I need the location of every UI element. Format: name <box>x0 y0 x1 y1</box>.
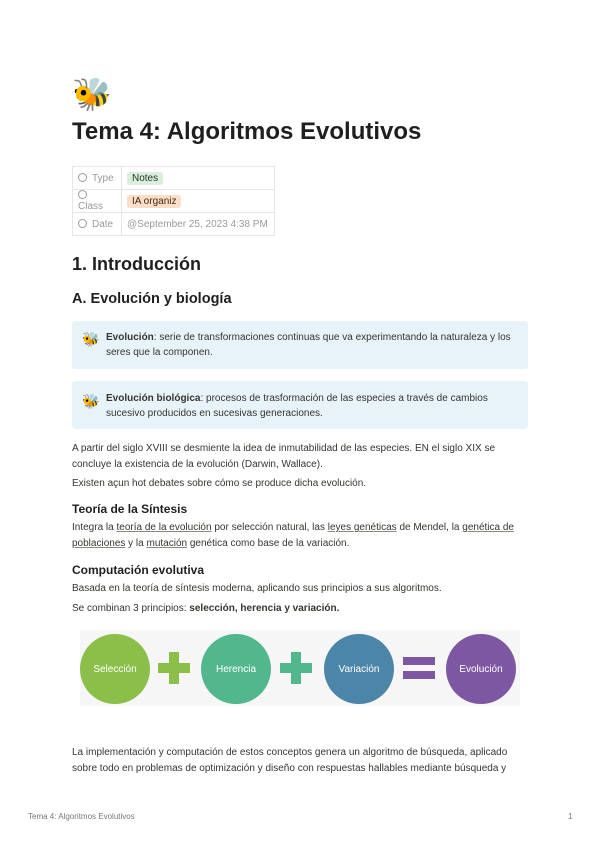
bold-text: selección, herencia y variación. <box>189 603 340 614</box>
text: de Mendel, la <box>396 522 463 533</box>
circle-herencia <box>201 634 271 704</box>
paragraph-sintesis <box>72 520 532 551</box>
bee-icon: 🐝 <box>82 331 100 347</box>
footer-page-number: 1 <box>568 812 573 821</box>
footer-title: Tema 4: Algoritmos Evolutivos <box>28 812 135 821</box>
section-heading: 1. Introducción <box>72 254 202 274</box>
type-tag[interactable]: Notes <box>127 172 163 185</box>
callout-text: : serie de transformaciones continuas que va experimentando la naturaleza y los seres que la componen. <box>106 332 511 358</box>
paragraph: Existen açun hot debates sobre cómo se produce dicha evolución. <box>72 478 367 489</box>
property-key: Date <box>92 218 114 230</box>
plus-icon <box>158 652 190 684</box>
callout-term: Evolución biológica <box>106 393 201 404</box>
paragraph: Basada en la teoría de síntesis moderna, aplicando sus principios a sus algoritmos. <box>72 583 442 594</box>
paragraph: A partir del siglo XVIII se desmiente la idea de inmutabilidad de las especies. EN el siglo XIX se concluye la existencia de la evolución (Darwin, Wallace). <box>72 443 496 470</box>
paragraph <box>72 601 532 617</box>
bee-icon: 🐝 <box>82 393 100 409</box>
equals-icon <box>403 655 435 681</box>
select-icon <box>78 190 87 199</box>
evolution-diagram <box>80 630 520 706</box>
class-tag[interactable]: IA organiz <box>127 195 181 208</box>
circle-variacion <box>324 634 394 704</box>
callout-evolucion-biologica <box>72 381 528 429</box>
property-row-date <box>73 213 275 236</box>
circle-label: Selección <box>93 663 137 675</box>
property-row-class <box>73 190 275 213</box>
date-value[interactable]: @September 25, 2023 4:38 PM <box>127 218 268 230</box>
callout-text: : procesos de trasformación de las especies a través de cambios sucesivo producidos en sucesivas generaciones. <box>106 393 488 419</box>
page-icon: 🐝 <box>72 76 112 112</box>
link-mutacion[interactable]: mutación <box>146 537 188 549</box>
text: Integra la <box>72 522 117 533</box>
link-teoria-evolucion[interactable]: teoría de la evolución <box>116 522 212 533</box>
circle-evolucion <box>446 634 516 704</box>
heading-computacion: Computación evolutiva <box>72 563 205 577</box>
circle-label: Herencia <box>215 663 257 675</box>
properties-table <box>72 166 275 236</box>
select-icon <box>78 173 87 182</box>
circle-label: Variación <box>338 663 380 675</box>
link-genetica-poblaciones[interactable]: genética de poblaciones <box>72 522 514 549</box>
text: genética como base de la variación. <box>187 537 350 549</box>
property-key: Type <box>92 172 114 184</box>
circle-label: Evolución <box>459 663 503 675</box>
clock-icon <box>78 219 87 228</box>
property-row-type <box>73 167 275 190</box>
text: Se combinan 3 principios: <box>72 603 190 614</box>
link-leyes-geneticas[interactable]: leyes genéticas <box>327 522 397 533</box>
page-title: Tema 4: Algoritmos Evolutivos <box>72 118 422 145</box>
paragraph: La implementación y computación de estos conceptos genera un algoritmo de búsqueda, aplicado sobre todo en problemas de optimización y diseño con respuestas hallables mediante búsqueda y <box>72 747 508 774</box>
plus-icon <box>280 652 312 684</box>
text: por selección natural, las <box>211 522 328 533</box>
text: y la <box>125 537 147 549</box>
callout-term: Evolución <box>106 332 154 343</box>
heading-sintesis: Teoría de la Síntesis <box>72 502 188 516</box>
callout-evolucion <box>72 321 528 369</box>
subsection-heading: A. Evolución y biología <box>72 291 232 307</box>
circle-seleccion <box>80 634 150 704</box>
property-key: Class <box>78 201 104 212</box>
